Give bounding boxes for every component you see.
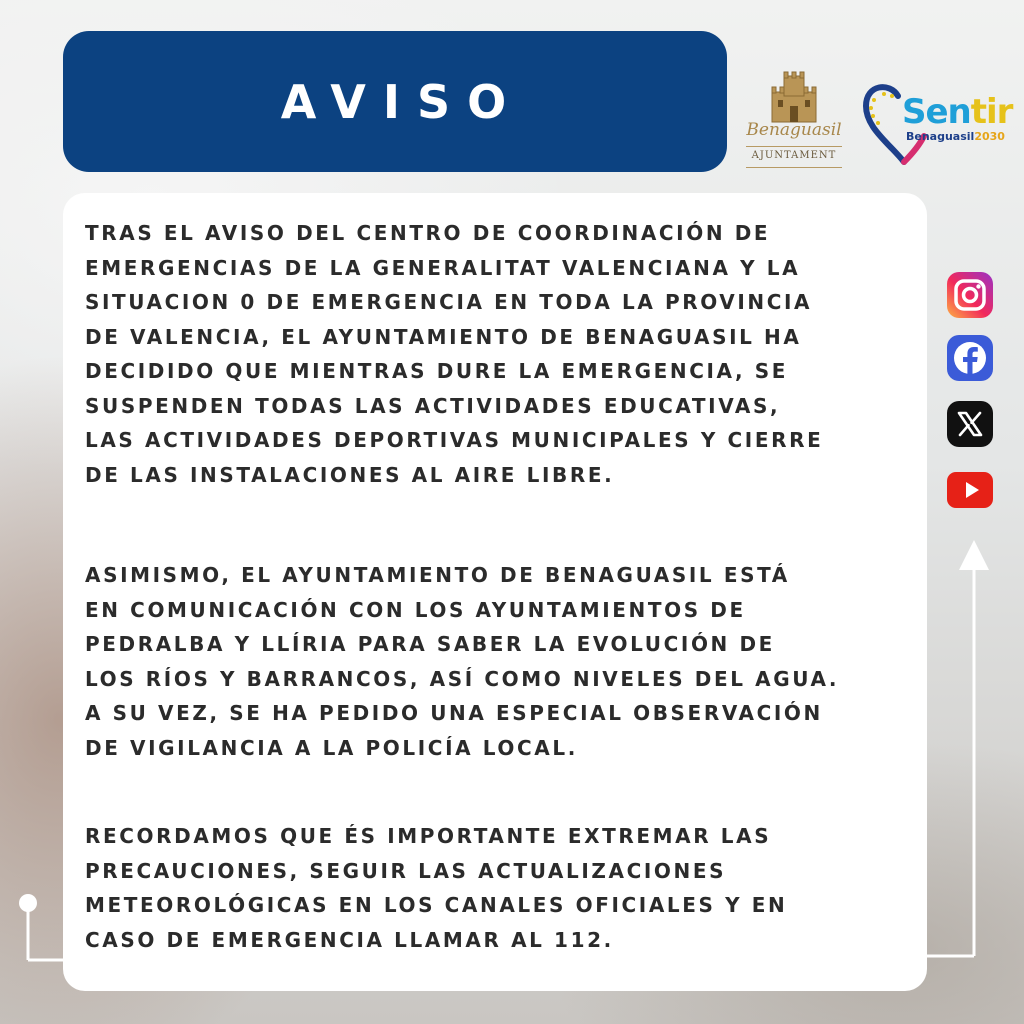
x-icon[interactable]: [946, 400, 994, 448]
facebook-icon[interactable]: [946, 334, 994, 382]
sentir-wordmark: Sentir: [902, 92, 1013, 132]
ajuntament-name: Benaguasil: [746, 120, 842, 140]
notice-paragraph-3: RECORDAMOS QUE ÉS IMPORTANTE EXTREMAR LAS PRECAUCIONES, SEGUIR LAS ACTUALIZACIONES METEOROLÓGICAS EN LOS CANALES OFICIALES Y EN CASO DE EMERGENCIA LLAMAR AL 112.: [85, 824, 788, 952]
notice-paragraph-2: ASIMISMO, EL AYUNTAMIENTO DE BENAGUASIL ESTÁ EN COMUNICACIÓN CON LOS AYUNTAMIENTOS DE PEDRALBA Y LLÍRIA PARA SABER LA EVOLUCIÓN DE LOS RÍOS Y BARRANCOS, ASÍ COMO NIVELES DEL AGUA. A SU VEZ, SE HA PEDIDO UNA ESPECIAL OBSERVACIÓN DE VIGILANCIA A LA POLICÍA LOCAL.: [85, 563, 840, 760]
sentir-benaguasil-logo: [860, 78, 1012, 170]
notice-card: [63, 193, 927, 991]
sentir-tagline: Benaguasil2030: [906, 130, 1005, 143]
ajuntament-subtitle: AJUNTAMENT: [751, 150, 837, 161]
header-banner: [63, 31, 727, 172]
instagram-icon[interactable]: [946, 271, 994, 319]
castle-icon: [766, 70, 822, 126]
notice-paragraph-1: TRAS EL AVISO DEL CENTRO DE COORDINACIÓN DE EMERGENCIAS DE LA GENERALITAT VALENCIANA Y LA SITUACION 0 DE EMERGENCIA EN TODA LA PROVINCIA DE VALENCIA, EL AYUNTAMIENTO DE BENAGUASIL HA DECIDIDO QUE MIENTRAS DURE LA EMERGENCIA, SE SUSPENDEN TODAS LAS ACTIVIDADES EDUCATIVAS, LAS ACTIVIDADES DEPORTIVAS MUNICIPALES Y CIERRE DE LAS INSTALACIONES AL AIRE LIBRE.: [85, 221, 824, 487]
page-title: AVISO: [280, 74, 524, 129]
youtube-icon[interactable]: [946, 466, 994, 514]
ajuntament-logo: [744, 70, 844, 170]
